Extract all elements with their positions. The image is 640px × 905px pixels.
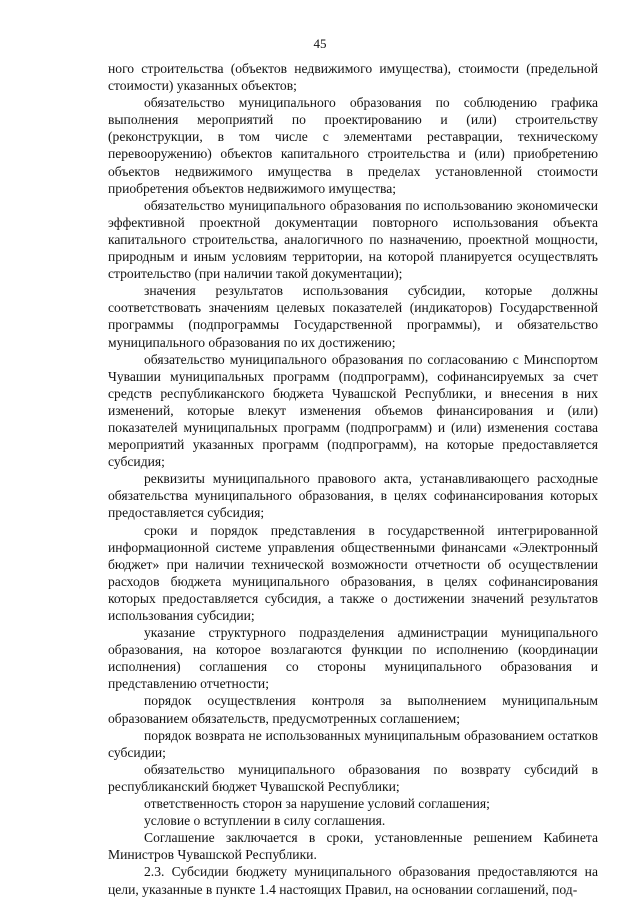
paragraph: порядок возврата не использованных муниципальным образованием остатков субсидии; <box>108 727 598 760</box>
paragraph: обязательство муниципального образования по согласованию с Минспортом Чувашии муниципальных программ (подпрограмм), софинансируемых за счет средств республиканского бюджета Чувашской Республики, и внесения в них изменений, которые влекут изменения объемов финансирования и (или) показателей муниципальных программ (подпрограмм) и (или) изменения состава мероприятий указанных программ (подпрограмм), на которые предоставляется субсидия; <box>108 351 598 470</box>
page-number: 45 <box>313 36 327 51</box>
paragraph: условие о вступлении в силу соглашения. <box>144 813 386 829</box>
paragraph: обязательство муниципального образования по возврату субсидий в республиканский бюджет Чувашской Республики; <box>108 761 598 794</box>
paragraph: значения результатов использования субсидии, которые должны соответствовать значениям целевых показателей (индикаторов) Государственной программы (подпрограммы Государственной программы), и обязательство муниципального образования по их достижению; <box>108 283 598 350</box>
document-body <box>108 60 598 898</box>
paragraph: указание структурного подразделения администрации муниципального образования, на которое возлагаются функции по исполнению (координации исполнения) соглашения со стороны муниципального образования и представлению отчетности; <box>108 625 598 692</box>
paragraph-continuation: ного строительства (объектов недвижимого имущества), стоимости (предельной стоимости) указанных объектов; <box>108 61 598 94</box>
paragraph: обязательство муниципального образования по соблюдению графика выполнения мероприятий по проектированию и (или) строительству (реконструкции, в том числе с элементами реставрации, техническому перевооружению) объектов капитального строительства и (или) приобретению объектов недвижимого имущества в пределах установленной стоимости приобретения объектов недвижимого имущества; <box>108 95 598 196</box>
paragraph: обязательство муниципального образования по использованию экономически эффективной проектной документации повторного использования объекта капитального строительства, аналогичного по назначению, проектной мощности, природным и иным условиям территории, на которой планируется осуществлять строительство (при наличии такой документации); <box>108 197 598 282</box>
paragraph: ответственность сторон за нарушение условий соглашения; <box>144 796 490 812</box>
paragraph: Соглашение заключается в сроки, установленные решением Кабинета Министров Чувашской Республики. <box>108 830 598 863</box>
paragraph: порядок осуществления контроля за выполнением муниципальным образованием обязательств, предусмотренных соглашением; <box>108 693 598 726</box>
paragraph: сроки и порядок представления в государственной интегрированной информационной системе управления общественными финансами «Электронный бюджет» при наличии технической возможности отчетности об осуществлении расходов бюджета муниципального образования, в целях софинансирования которых предоставляется субсидия, а также о достижении значений результатов использования субсидии; <box>108 522 598 623</box>
paragraph: 2.3. Субсидии бюджету муниципального образования предоставляются на цели, указанные в пункте 1.4 настоящих Правил, на основании соглашений, под- <box>108 864 598 897</box>
paragraph: реквизиты муниципального правового акта, устанавливающего расходные обязательства муниципального образования, в целях софинансирования которых предоставляется субсидия; <box>108 471 598 521</box>
